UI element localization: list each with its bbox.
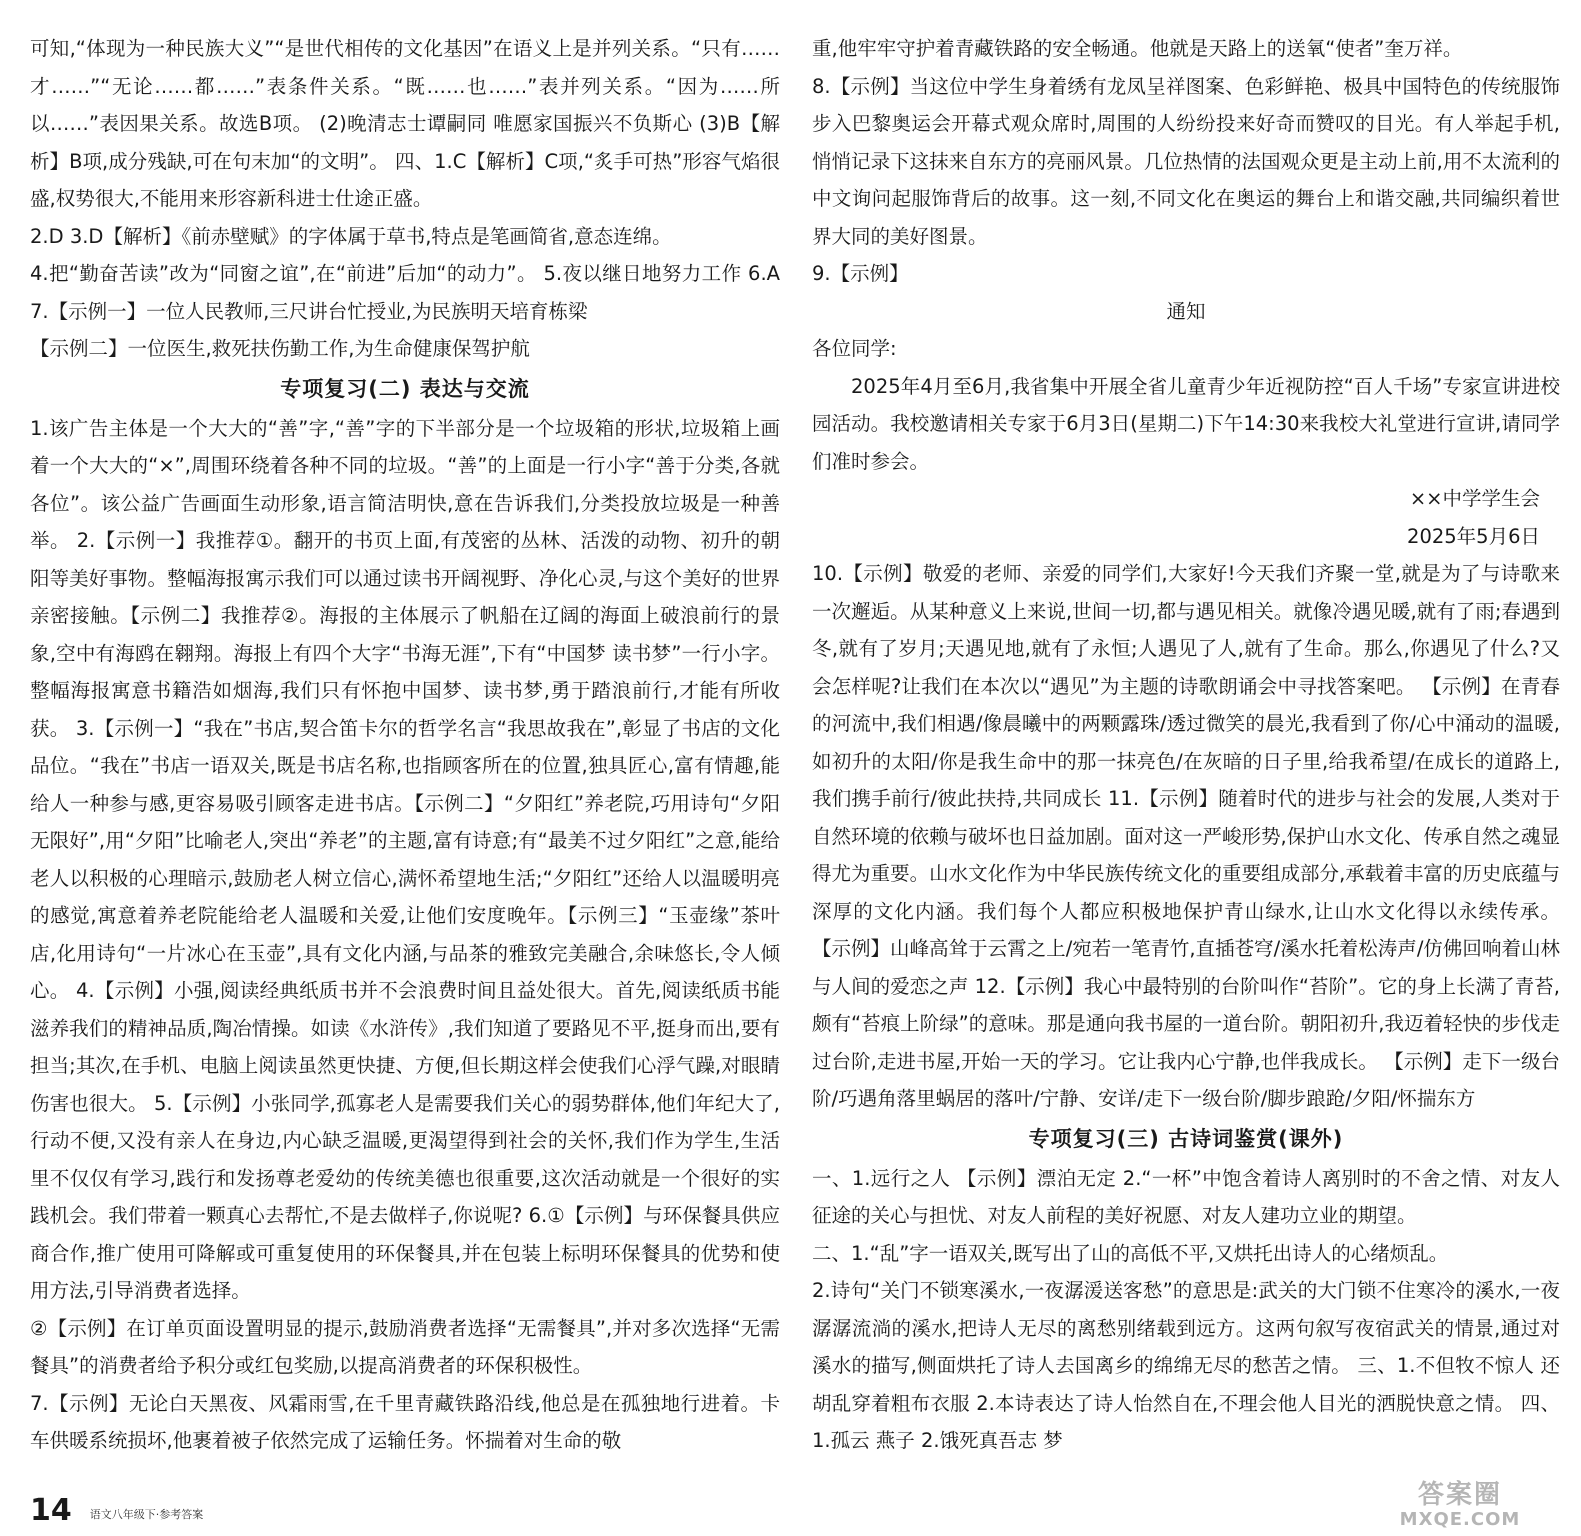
left-column xyxy=(30,30,780,1460)
answer-paragraph: 1.该广告主体是一个大大的“善”字,“善”字的下半部分是一个垃圾箱的形状,垃圾箱上画着一个大大的“×”,周围环绕着各种不同的垃圾。“善”的上面是一行小字“善于分类,各就各位”。该公益广告画面生动形象,语言简洁明快,意在告诉我们,分类投放垃圾是一种善举。 2.【示例一】我推荐①。翻开的书页上面,有茂密的丛林、活泼的动物、初升的朝阳等美好事物。整幅海报寓示我们可以通过读书开阔视野、净化心灵,与这个美好的世界亲密接触。【示例二】我推荐②。海报的主体展示了帆船在辽阔的海面上破浪前行的景象,空中有海鸥在翱翔。海报上有四个大字“书海无涯”,下有“中国梦 读书梦”一行小字。整幅海报寓意书籍浩如烟海,我们只有怀抱中国梦、读书梦,勇于踏浪前行,才能有所收获。 3.【示例一】“我在”书店,契合笛卡尔的哲学名言“我思故我在”,彰显了书店的文化品位。“我在”书店一语双关,既是书店名称,也指顾客所在的位置,独具匠心,富有情趣,能给人一种参与感,更容易吸引顾客走进书店。【示例二】“夕阳红”养老院,巧用诗句“夕阳无限好”,用“夕阳”比喻老人,突出“养老”的主题,富有诗意;有“最美不过夕阳红”之意,能给老人以积极的心理暗示,鼓励老人树立信心,满怀希望地生活;“夕阳红”还给人以温暖明亮的感觉,寓意着养老院能给老人温暖和关爱,让他们安度晚年。【示例三】“玉壶缘”茶叶店,化用诗句“一片冰心在玉壶”,具有文化内涵,与品茶的雅致完美融合,余味悠长,令人倾心。 4.【示例】小强,阅读经典纸质书并不会浪费时间且益处很大。首先,阅读纸质书能滋养我们的精神品质,陶冶情操。如读《水浒传》,我们知道了要路见不平,挺身而出,要有担当;其次,在手机、电脑上阅读虽然更快捷、方便,但长期这样会使我们心浮气躁,对眼睛伤害也很大。 5.【示例】小张同学,孤寡老人是需要我们关心的弱势群体,他们年纪大了,行动不便,又没有亲人在身边,内心缺乏温暖,更渴望得到社会的关怀,我们作为学生,生活里不仅仅有学习,践行和发扬尊老爱幼的传统美德也很重要,这次活动就是一个很好的实践机会。我们带着一颗真心去帮忙,不是去做样子,你说呢? 6.①【示例】与环保餐具供应商合作,推广使用可降解或可重复使用的环保餐具,并在包装上标明环保餐具的优势和使用方法,引导消费者选择。 xyxy=(30,416,780,1302)
answer-paragraph: 4.把“勤奋苦读”改为“同窗之谊”,在“前进”后加“的动力”。 5.夜以继日地努力工作 6.A 7.【示例一】一位人民教师,三尺讲台忙授业,为民族明天培育栋梁 xyxy=(30,262,780,323)
answer-paragraph: 2.D 3.D【解析】《前赤壁赋》的字体属于草书,特点是笔画简省,意态连绵。 xyxy=(30,224,672,248)
answer-paragraph: 9.【示例】 xyxy=(812,262,909,285)
answer-paragraph: 10.【示例】敬爱的老师、亲爱的同学们,大家好!今天我们齐聚一堂,就是为了与诗歌来一次邂逅。从某种意义上来说,世间一切,都与遇见相关。就像冷遇见暖,就有了雨;春遇到冬,就有了岁月;天遇见地,就有了永恒;人遇见了人,就有了生命。那么,你遇见了什么?又会怎样呢?让我们在本次以“遇见”为主题的诗歌朗诵会中寻找答案吧。 【示例】在青春的河流中,我们相遇/像晨曦中的两颗露珠/透过微笑的晨光,我看到了你/心中涌动的温暖,如初升的太阳/你是我生命中的那一抹亮色/在灰暗的日子里,给我希望/在成长的道路上,我们携手前行/彼此扶持,共同成长 11.【示例】随着时代的进步与社会的发展,人类对于自然环境的依赖与破坏也日益加剧。面对这一严峻形势,保护山水文化、传承自然之魂显得尤为重要。山水文化作为中华民族传统文化的重要组成部分,承载着丰富的历史底蕴与深厚的文化内涵。我们每个人都应积极地保护青山绿水,让山水文化得以永续传承。 【示例】山峰高耸于云霄之上/宛若一笔青竹,直插苍穹/溪水托着松涛声/仿佛回响着山林与人间的爱恋之声 12.【示例】我心中最特别的台阶叫作“苔阶”。它的身上长满了青苔,颇有“苔痕上阶绿”的意味。那是通向我书屋的一道台阶。朝阳初升,我迈着轻快的步伐走过台阶,走进书屋,开始一天的学习。它让我内心宁静,也伴我成长。 【示例】走下一级台阶/巧遇角落里蜗居的落叶/宁静、安详/走下一级台阶/脚步踉跄/夕阳/怀揣东方 xyxy=(812,562,1560,1110)
answer-paragraph: 一、1.远行之人 【示例】漂泊无定 2.“一杯”中饱含着诗人离别时的不舍之情、对友人征途的关心与担忧、对友人前程的美好祝愿、对友人建功立业的期望。 xyxy=(812,1166,1560,1227)
answer-paragraph: 【示例二】一位医生,救死扶伤勤工作,为生命健康保驾护航 xyxy=(30,337,530,360)
section-heading: 专项复习(三) 古诗词鉴赏(课外) xyxy=(1028,1126,1344,1151)
answer-paragraph: 8.【示例】当这位中学生身着绣有龙凤呈祥图案、色彩鲜艳、极具中国特色的传统服饰步入巴黎奥运会开幕式观众席时,周围的人纷纷投来好奇而赞叹的目光。有人举起手机,悄悄记录下这抹来自东方的亮丽风景。几位热情的法国观众更是主动上前,用不太流利的中文询问起服饰背后的故事。这一刻,不同文化在奥运的舞台上和谐交融,共同编织着世界大同的美好图景。 xyxy=(812,74,1560,248)
watermark xyxy=(1360,1478,1560,1534)
answer-paragraph: ②【示例】在订单页面设置明显的提示,鼓励消费者选择“无需餐具”,并对多次选择“无需餐具”的消费者给予积分或红包奖励,以提高消费者的环保积极性。 xyxy=(30,1316,780,1377)
notice-date: 2025年5月6日 xyxy=(1407,524,1540,548)
notice-title: 通知 xyxy=(1166,299,1206,323)
answer-paragraph: 二、1.“乱”字一语双关,既写出了山的高低不平,又烘托出诗人的心绪烦乱。 xyxy=(812,1241,1449,1265)
answer-paragraph: 2.诗句“关门不锁寒溪水,一夜潺湲送客愁”的意思是:武关的大门锁不住寒冷的溪水,一夜潺潺流淌的溪水,把诗人无尽的离愁别绪载到远方。这两句叙写夜宿武关的情景,通过对溪水的描写,侧面烘托了诗人去国离乡的绵绵无尽的愁苦之情。 三、1.不但牧不惊人 还胡乱穿着粗布衣服 2.本诗表达了诗人怡然自在,不理会他人目光的洒脱快意之情。 四、1.孤云 燕子 2.饿死真吾志 梦 xyxy=(812,1279,1560,1452)
answer-paragraph: 重,他牢牢守护着青藏铁路的安全畅通。他就是天路上的送氧“使者”奎万祥。 xyxy=(812,37,1463,60)
right-column xyxy=(812,30,1560,1460)
notice-body: 2025年4月至6月,我省集中开展全省儿童青少年近视防控“百人千场”专家宣讲进校园活动。我校邀请相关专家于6月3日(星期二)下午14:30来我校大礼堂进行宣讲,请同学们准时参会。 xyxy=(812,374,1560,473)
page-footer xyxy=(30,1488,203,1528)
answer-paragraph: 可知,“体现为一种民族大义”“是世代相传的文化基因”在语义上是并列关系。“只有……才……”“无论……都……”表条件关系。“既……也……”表并列关系。“因为……所以……”表因果关系。故选B项。 (2)晚清志士谭嗣同 唯愿家国振兴不负斯心 (3)B【解析】B项,成分残缺,可在句末加“的文明”。 四、1.C【解析】C项,“炙手可热”形容气焰很盛,权势很大,不能用来形容新科进士仕途正盛。 xyxy=(30,37,780,210)
notice-greeting: 各位同学: xyxy=(812,337,897,360)
watermark-site: MXQE.COM xyxy=(1399,1509,1521,1530)
notice-signature: ××中学学生会 xyxy=(1409,487,1540,510)
page-number: 14 xyxy=(30,1493,72,1528)
footer-label: 语文八年级下·参考答案 xyxy=(89,1508,204,1521)
watermark-logo: 答案圈 xyxy=(1417,1480,1502,1510)
section-heading: 专项复习(二) 表达与交流 xyxy=(280,376,530,401)
answer-paragraph: 7.【示例】无论白天黑夜、风霜雨雪,在千里青藏铁路沿线,他总是在孤独地行进着。卡车供暖系统损坏,他裹着被子依然完成了运输任务。怀揣着对生命的敬 xyxy=(30,1391,780,1452)
